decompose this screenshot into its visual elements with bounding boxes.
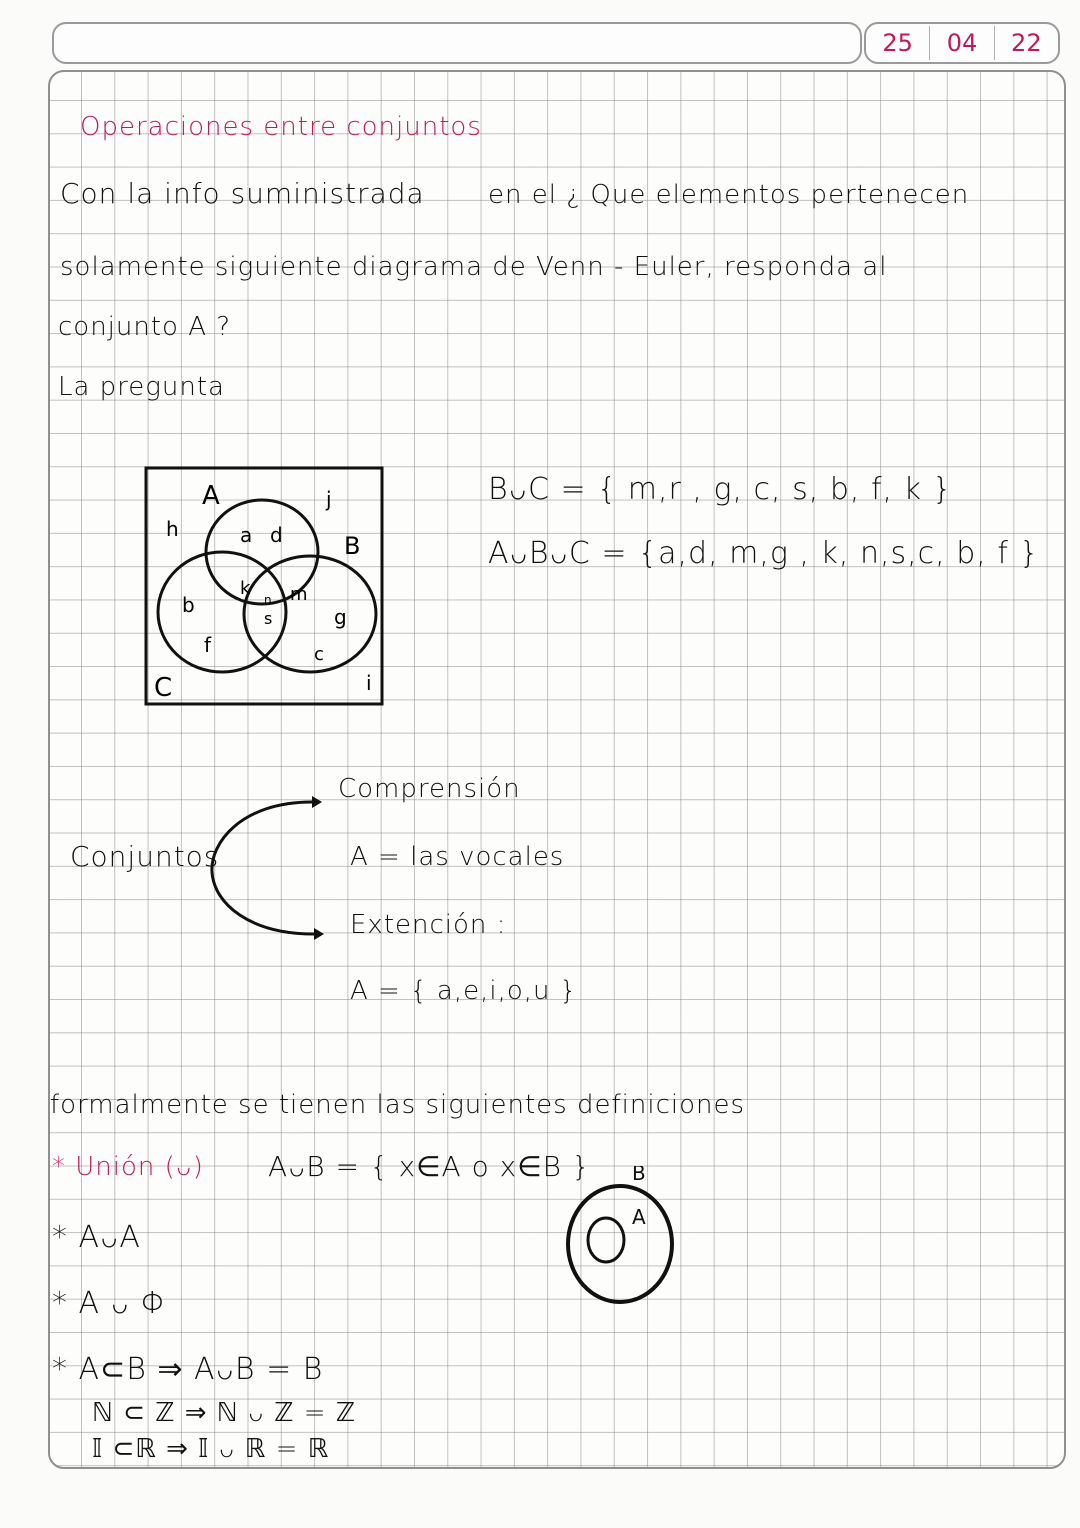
svg-text:m: m [290,584,308,605]
svg-text:n: n [264,593,272,607]
subset-outer-label: B [632,1166,646,1185]
date-day: 25 [866,26,930,60]
svg-text:g: g [334,605,347,629]
notebook-header-bar [52,22,862,64]
example-irrationals-reals: 𝕀 ⊂ℝ ⇒ 𝕀 ᴗ ℝ = ℝ [92,1434,330,1464]
definition-item-2: * A ᴗ Φ [52,1286,168,1321]
equation-b-union-c: BᴗC = { m,r , g, c, s, b, f, k } [488,472,953,507]
definitions-intro: formalmente se tienen las siguientes definiciones [50,1090,746,1120]
svg-text:b: b [182,593,195,617]
example-naturals-integers: ℕ ⊂ ℤ ⇒ ℕ ᴗ ℤ = ℤ [92,1398,357,1428]
svg-text:i: i [366,671,372,695]
page-title: Operaciones entre conjuntos [80,112,482,142]
grid-page [48,70,1066,1469]
prompt-line-1-right: en el ¿ Que elementos pertenecen [488,180,970,210]
definition-item-1: * AᴗA [52,1220,141,1255]
union-label: * Unión (ᴗ) [52,1152,204,1182]
definition-item-3: * A⊂B ⇒ AᴗB = B [52,1352,324,1387]
date-year: 22 [1011,29,1042,57]
date-box [864,22,1060,64]
prompt-line-2: solamente siguiente diagrama de Venn - Euler, responda al [60,252,888,282]
equation-a-union-b-union-c: AᴗBᴗC = {a,d, m,g , k, n,s,c, b, f } [488,536,1040,571]
svg-text:C: C [154,673,173,703]
conjuntos-root-label: Conjuntos [70,840,220,873]
prompt-line-4: La pregunta [58,372,225,402]
date-month: 04 [930,26,994,60]
branch-arrows [200,794,330,944]
extension-example: A = { a,e,i,o,u } [350,976,578,1006]
comprension-example: A = las vocales [350,842,565,872]
venn-diagram [142,464,394,710]
svg-text:A: A [202,481,220,511]
svg-text:d: d [270,523,283,547]
subset-inner-label: A [632,1205,646,1229]
svg-text:j: j [326,487,332,511]
svg-text:s: s [264,609,273,628]
union-definition: AᴗB = { x∈A o x∈B } [268,1150,591,1183]
svg-text:a: a [240,523,253,547]
svg-text:h: h [166,517,179,541]
prompt-line-1-left: Con la info suministrada [60,177,425,210]
extension-label: Extención : [350,910,507,940]
svg-text:f: f [204,633,212,657]
comprension-label: Comprensión [338,774,521,804]
svg-text:B: B [344,532,361,560]
prompt-line-3: conjunto A ? [58,312,232,342]
svg-text:k: k [240,578,251,599]
subset-figure [558,1166,688,1306]
svg-text:c: c [314,644,324,665]
